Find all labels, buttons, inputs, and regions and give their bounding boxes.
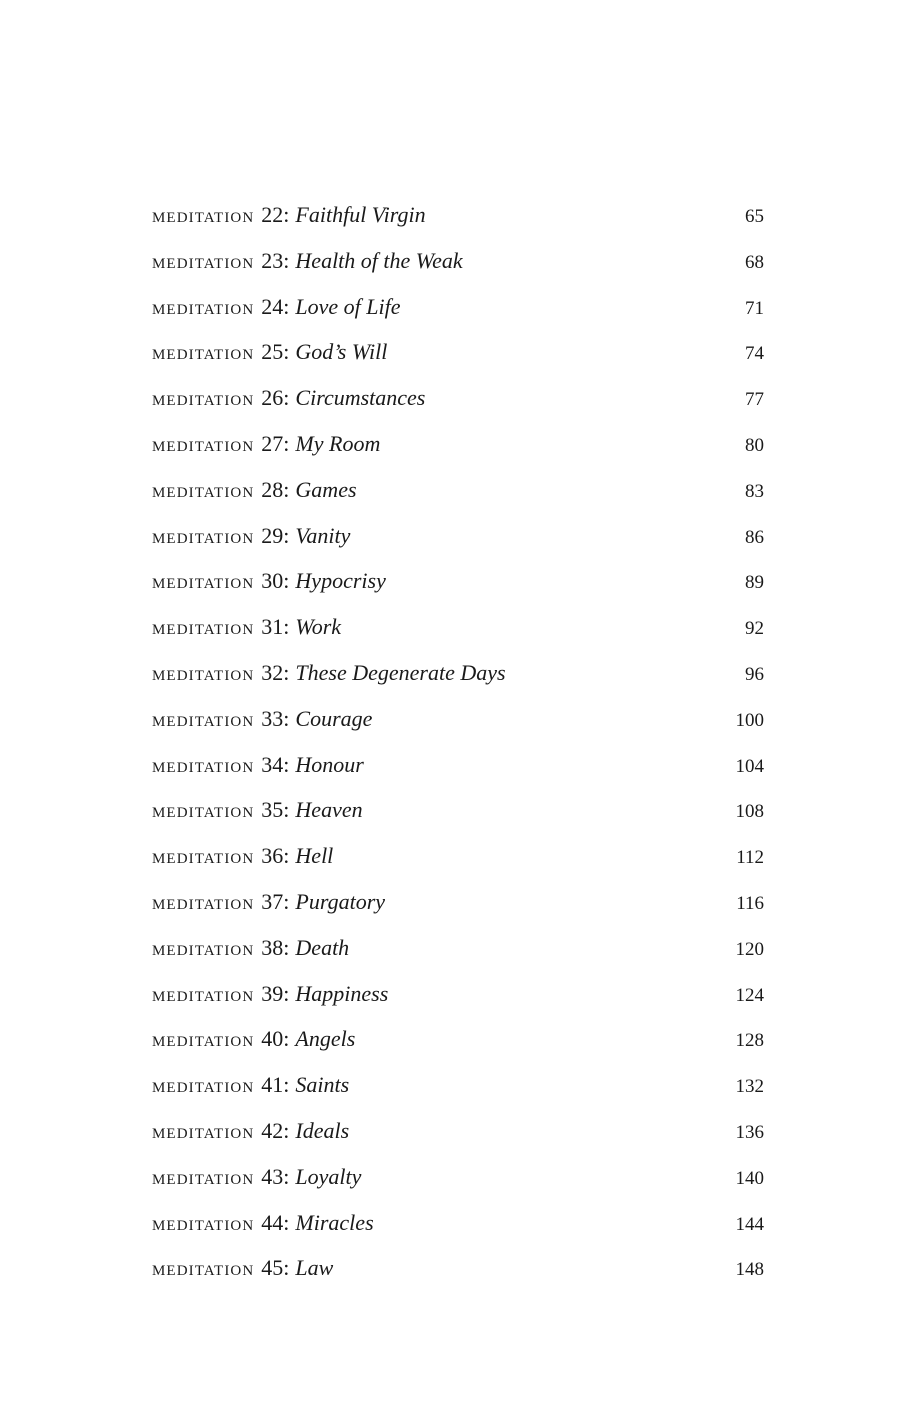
entry-page-number: 86 (745, 526, 764, 548)
entry-page-number: 124 (735, 984, 764, 1006)
entry-label: meditation (152, 522, 255, 548)
entry-number: 44 (261, 1209, 284, 1235)
entry-number: 24 (261, 293, 284, 319)
entry-title: Ideals (295, 1117, 350, 1143)
entry-label: meditation (152, 1163, 255, 1189)
entry-title: Law (295, 1255, 334, 1281)
entry-number: 37 (261, 888, 284, 914)
entry-colon: : (283, 980, 290, 1006)
entry-title: Circumstances (295, 385, 426, 411)
entry-page-number: 89 (745, 572, 764, 594)
entry-label: meditation (152, 293, 255, 319)
entry-colon: : (283, 1072, 290, 1098)
entry-title: Love of Life (295, 293, 401, 319)
entry-colon: : (283, 522, 290, 548)
entry-label: meditation (152, 1255, 255, 1281)
entry-colon: : (283, 1117, 290, 1143)
entry-colon: : (283, 476, 290, 502)
entry-title: Work (295, 614, 342, 640)
entry-label: meditation (152, 430, 255, 456)
entry-colon: : (283, 247, 290, 273)
entry-title: Saints (295, 1072, 350, 1098)
entry-page-number: 77 (745, 389, 764, 411)
entry-label: meditation (152, 934, 255, 960)
entry-number: 42 (261, 1117, 284, 1143)
entry-page-number: 80 (745, 434, 764, 456)
entry-label: meditation (152, 705, 255, 731)
entry-title: Faithful Virgin (295, 202, 426, 227)
entry-page-number: 92 (745, 618, 764, 640)
entry-number: 28 (261, 476, 284, 502)
entry-colon: : (283, 797, 290, 823)
entry-colon: : (283, 934, 290, 960)
toc-entry[interactable] (152, 518, 764, 564)
entry-label: meditation (152, 202, 255, 227)
entry-colon: : (283, 293, 290, 319)
toc-entry[interactable] (152, 1113, 764, 1159)
entry-number: 29 (261, 522, 284, 548)
entry-number: 40 (261, 1026, 284, 1052)
entry-colon: : (283, 568, 290, 594)
toc-entry[interactable] (152, 1250, 764, 1296)
entry-page-number: 148 (735, 1259, 764, 1281)
entry-label: meditation (152, 797, 255, 823)
entry-page-number: 112 (736, 847, 764, 869)
entry-page-number: 68 (745, 251, 764, 273)
entry-label: meditation (152, 1072, 255, 1098)
entry-colon: : (283, 430, 290, 456)
entry-label: meditation (152, 843, 255, 869)
entry-title: Heaven (295, 797, 363, 823)
toc-entry[interactable] (152, 1021, 764, 1067)
entry-page-number: 136 (735, 1121, 764, 1143)
entry-number: 34 (261, 751, 284, 777)
entry-label: meditation (152, 659, 255, 685)
entry-title: These Degenerate Days (295, 659, 506, 685)
entry-number: 45 (261, 1255, 284, 1281)
entry-title: Hypocrisy (295, 568, 386, 594)
entry-label: meditation (152, 1117, 255, 1143)
entry-colon: : (283, 1255, 290, 1281)
entry-page-number: 132 (735, 1076, 764, 1098)
entry-number: 33 (261, 705, 284, 731)
toc-entry[interactable] (152, 1067, 764, 1113)
entry-number: 30 (261, 568, 284, 594)
entry-number: 36 (261, 843, 284, 869)
entry-title: Health of the Weak (295, 247, 463, 273)
toc-entry[interactable] (152, 426, 764, 472)
entry-label: meditation (152, 1026, 255, 1052)
entry-page-number: 74 (745, 343, 764, 365)
toc-entry[interactable] (152, 472, 764, 518)
entry-number: 22 (261, 202, 284, 227)
entry-number: 26 (261, 385, 284, 411)
entry-page-number: 140 (735, 1167, 764, 1189)
entry-title: Courage (295, 705, 373, 731)
entry-title: Games (295, 476, 357, 502)
entry-label: meditation (152, 568, 255, 594)
entry-label: meditation (152, 339, 255, 365)
entry-number: 25 (261, 339, 284, 365)
entry-number: 41 (261, 1072, 284, 1098)
entry-number: 35 (261, 797, 284, 823)
toc-entry[interactable] (152, 976, 764, 1022)
toc-entry[interactable] (152, 1159, 764, 1205)
toc-entry[interactable] (152, 930, 764, 976)
entry-page-number: 100 (735, 709, 764, 731)
toc-entry[interactable] (152, 563, 764, 609)
entry-page-number: 128 (735, 1030, 764, 1052)
entry-label: meditation (152, 980, 255, 1006)
entry-label: meditation (152, 751, 255, 777)
toc-entry[interactable] (152, 838, 764, 884)
entry-page-number: 71 (745, 297, 764, 319)
entry-colon: : (283, 202, 290, 227)
entry-page-number: 96 (745, 663, 764, 685)
table-of-contents (152, 197, 764, 1296)
toc-entry[interactable] (152, 243, 764, 289)
toc-entry[interactable] (152, 792, 764, 838)
entry-title: Miracles (295, 1209, 374, 1235)
entry-title: Purgatory (295, 888, 386, 914)
entry-label: meditation (152, 247, 255, 273)
entry-page-number: 65 (745, 206, 764, 227)
entry-colon: : (283, 385, 290, 411)
entry-colon: : (283, 339, 290, 365)
entry-title: Vanity (295, 522, 351, 548)
entry-title: My Room (295, 430, 381, 456)
toc-entry[interactable] (152, 609, 764, 655)
entry-number: 32 (261, 659, 284, 685)
toc-entry[interactable] (152, 334, 764, 380)
toc-entry[interactable] (152, 380, 764, 426)
entry-number: 43 (261, 1163, 284, 1189)
entry-colon: : (283, 843, 290, 869)
toc-entry[interactable] (152, 655, 764, 701)
entry-colon: : (283, 751, 290, 777)
entry-colon: : (283, 1163, 290, 1189)
entry-colon: : (283, 614, 290, 640)
entry-label: meditation (152, 614, 255, 640)
entry-number: 27 (261, 430, 284, 456)
entry-title: Death (295, 934, 350, 960)
entry-label: meditation (152, 385, 255, 411)
entry-title: Happiness (295, 980, 389, 1006)
entry-colon: : (283, 659, 290, 685)
entry-page-number: 83 (745, 480, 764, 502)
entry-number: 39 (261, 980, 284, 1006)
entry-number: 31 (261, 614, 284, 640)
toc-entry[interactable] (152, 1205, 764, 1251)
entry-page-number: 108 (735, 801, 764, 823)
entry-colon: : (283, 1026, 290, 1052)
entry-title: Loyalty (295, 1163, 362, 1189)
entry-label: meditation (152, 476, 255, 502)
toc-entry[interactable] (152, 747, 764, 793)
toc-entry[interactable] (152, 701, 764, 747)
toc-entry[interactable] (152, 197, 764, 243)
entry-number: 23 (261, 247, 284, 273)
entry-page-number: 144 (735, 1213, 764, 1235)
entry-title: Hell (295, 843, 334, 869)
entry-label: meditation (152, 1209, 255, 1235)
entry-label: meditation (152, 888, 255, 914)
entry-colon: : (283, 888, 290, 914)
entry-number: 38 (261, 934, 284, 960)
entry-page-number: 120 (735, 938, 764, 960)
entry-title: Honour (295, 751, 364, 777)
toc-entry[interactable] (152, 289, 764, 335)
entry-page-number: 116 (736, 892, 764, 914)
entry-colon: : (283, 1209, 290, 1235)
entry-page-number: 104 (735, 755, 764, 777)
toc-entry[interactable] (152, 884, 764, 930)
entry-colon: : (283, 705, 290, 731)
entry-title: God’s Will (295, 339, 388, 365)
entry-title: Angels (295, 1026, 356, 1052)
